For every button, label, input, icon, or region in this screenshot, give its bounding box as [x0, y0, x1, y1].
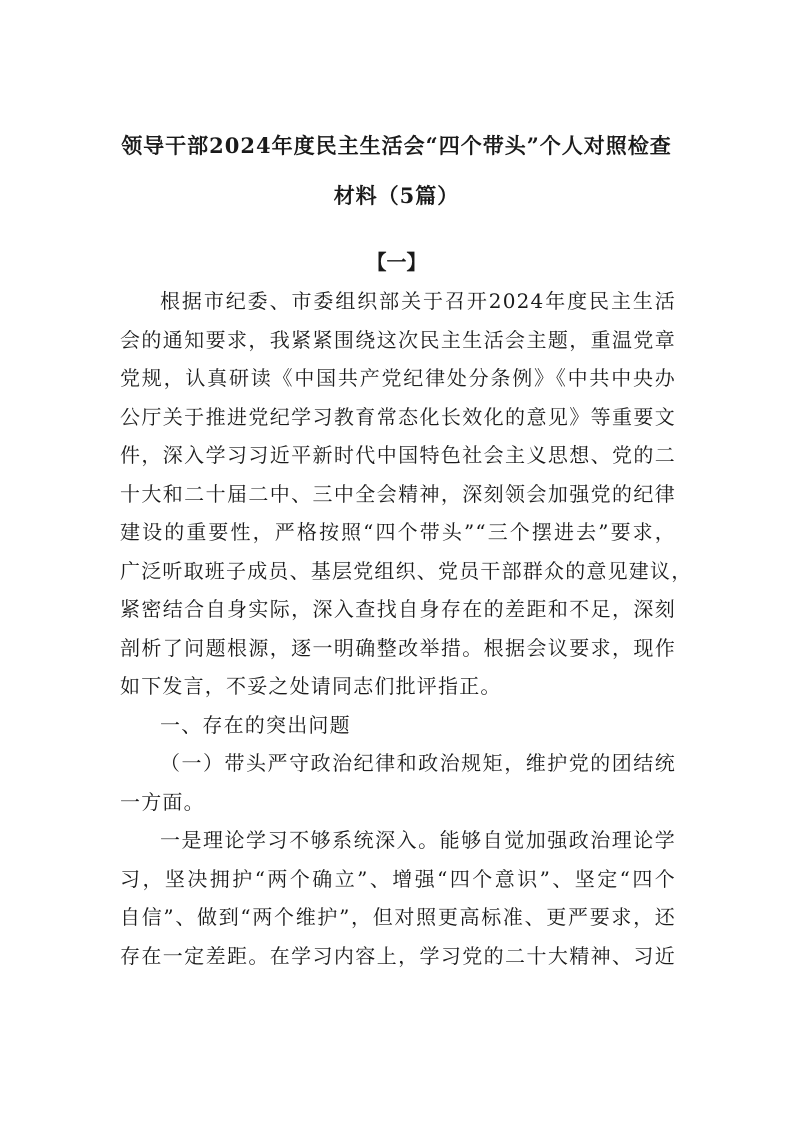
paragraph-line: 件，深入学习习近平新时代中国特色社会主义思想、党的二 [120, 443, 676, 467]
document-body [120, 282, 693, 975]
paragraph-line: 根据市纪委、市委组织部关于召开2024年度民主生活 [160, 289, 676, 313]
section-heading [120, 706, 676, 745]
paragraph-line: （一）带头严守政治纪律和政治规矩，维护党的团结统 [160, 751, 676, 775]
paragraph-line: 公厅关于推进党纪学习教育常态化长效化的意见》等重要文 [120, 404, 676, 429]
paragraph-line: 如下发言，不妥之处请同志们批评指正。 [120, 674, 502, 698]
paragraph-line: 自信”、做到“两个维护”，但对照更高标准、更严要求，还 [120, 905, 676, 929]
section-number-marker: 【一】 [366, 250, 427, 274]
paragraph-line: 一是理论学习不够系统深入。能够自觉加强政治理论学 [160, 828, 676, 852]
document-title-line2: 材料（5篇） [333, 183, 460, 208]
subsection-heading [120, 744, 676, 821]
paragraph-line: 会的通知要求，我紧紧围绕这次民主生活会主题，重温党章 [120, 327, 676, 352]
paragraph-line: 广泛听取班子成员、基层党组织、党员干部群众的意见建议， [120, 558, 693, 583]
paragraph-line: 紧密结合自身实际，深入查找自身存在的差距和不足，深刻 [120, 597, 676, 621]
heading-line: 一、存在的突出问题 [160, 712, 351, 737]
document-title-line1: 领导干部2024年度民主生活会“四个带头”个人对照检查 [121, 133, 672, 158]
paragraph-line: 习，坚决拥护“两个确立”、增强“四个意识”、坚定“四个 [120, 866, 676, 891]
paragraph-line: 党规，认真研读《中国共产党纪律处分条例》《中共中央办 [120, 366, 676, 390]
intro-paragraph [120, 282, 693, 706]
paragraph-line: 剖析了问题根源，逐一明确整改举措。根据会议要求，现作 [120, 635, 676, 660]
paragraph-line: 一方面。 [120, 789, 205, 814]
paragraph-line: 存在一定差距。在学习内容上，学习党的二十大精神、习近 [120, 943, 676, 968]
body-paragraph [120, 821, 676, 975]
paragraph-line: 十大和二十届二中、三中全会精神，深刻领会加强党的纪律 [120, 481, 676, 506]
paragraph-line: 建设的重要性，严格按照“四个带头”“三个摆进去”要求， [120, 520, 676, 544]
